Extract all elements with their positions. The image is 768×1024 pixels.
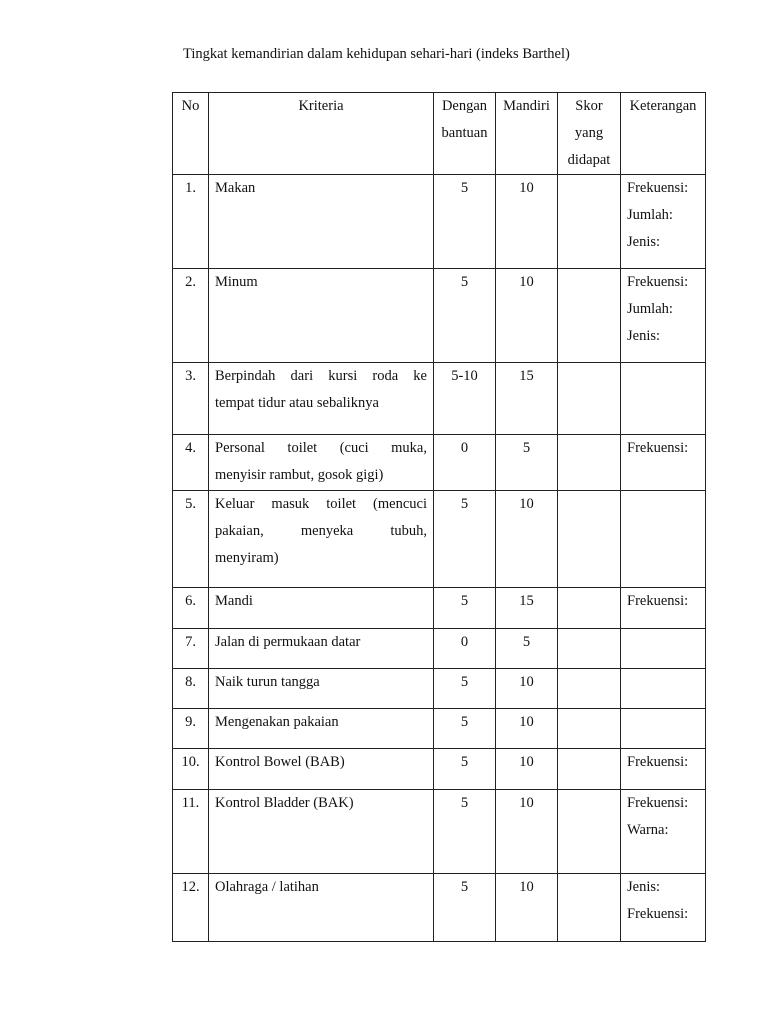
cell-dengan-bantuan: 0: [434, 629, 496, 669]
cell-mandiri: 15: [496, 363, 558, 435]
document-title: Tingkat kemandirian dalam kehidupan sehari-hari (indeks Barthel): [183, 46, 570, 62]
cell-keterangan: Frekuensi: Jumlah: Jenis:: [621, 269, 706, 363]
cell-mandiri: 10: [496, 709, 558, 749]
cell-kriteria: Kontrol Bowel (BAB): [209, 749, 434, 790]
cell-dengan-bantuan: 5: [434, 175, 496, 269]
cell-mandiri: 5: [496, 629, 558, 669]
cell-no: 3.: [173, 363, 209, 435]
cell-dengan-bantuan: 5: [434, 491, 496, 588]
cell-dengan-bantuan: 5-10: [434, 363, 496, 435]
cell-kriteria: Berpindah dari kursi roda ke tempat tidur atau sebaliknya: [209, 363, 434, 435]
cell-kriteria: Minum: [209, 269, 434, 363]
cell-no: 5.: [173, 491, 209, 588]
cell-no: 6.: [173, 588, 209, 629]
cell-mandiri: 10: [496, 749, 558, 790]
cell-skor: [558, 588, 621, 629]
header-mandiri: Mandiri: [496, 93, 558, 175]
cell-no: 8.: [173, 669, 209, 709]
cell-skor: [558, 435, 621, 491]
cell-mandiri: 10: [496, 790, 558, 874]
cell-mandiri: 10: [496, 269, 558, 363]
cell-keterangan: Frekuensi:: [621, 749, 706, 790]
table-row: [173, 435, 706, 491]
cell-no: 9.: [173, 709, 209, 749]
cell-dengan-bantuan: 5: [434, 588, 496, 629]
cell-keterangan: Jenis: Frekuensi:: [621, 874, 706, 942]
cell-kriteria: Makan: [209, 175, 434, 269]
header-dengan-bantuan: Dengan bantuan: [434, 93, 496, 175]
table-row: [173, 709, 706, 749]
cell-no: 4.: [173, 435, 209, 491]
cell-mandiri: 5: [496, 435, 558, 491]
cell-dengan-bantuan: 5: [434, 669, 496, 709]
cell-keterangan: [621, 629, 706, 669]
table-row: [173, 749, 706, 790]
cell-kriteria: Olahraga / latihan: [209, 874, 434, 942]
cell-dengan-bantuan: 5: [434, 874, 496, 942]
table-row: [173, 588, 706, 629]
cell-keterangan: Frekuensi: Jumlah: Jenis:: [621, 175, 706, 269]
cell-skor: [558, 363, 621, 435]
header-skor: Skor yang didapat: [558, 93, 621, 175]
table-row: [173, 629, 706, 669]
cell-mandiri: 10: [496, 874, 558, 942]
cell-skor: [558, 175, 621, 269]
table-row: [173, 363, 706, 435]
cell-dengan-bantuan: 0: [434, 435, 496, 491]
cell-kriteria: Mandi: [209, 588, 434, 629]
cell-keterangan: Frekuensi:: [621, 588, 706, 629]
cell-no: 7.: [173, 629, 209, 669]
cell-dengan-bantuan: 5: [434, 709, 496, 749]
cell-no: 10.: [173, 749, 209, 790]
cell-keterangan: [621, 709, 706, 749]
cell-no: 12.: [173, 874, 209, 942]
barthel-index-table: [172, 92, 706, 942]
cell-kriteria: Kontrol Bladder (BAK): [209, 790, 434, 874]
cell-dengan-bantuan: 5: [434, 269, 496, 363]
cell-skor: [558, 669, 621, 709]
table-header-row: [173, 93, 706, 175]
cell-no: 2.: [173, 269, 209, 363]
cell-keterangan: Frekuensi:: [621, 435, 706, 491]
cell-kriteria: Mengenakan pakaian: [209, 709, 434, 749]
cell-mandiri: 15: [496, 588, 558, 629]
cell-keterangan: Frekuensi: Warna:: [621, 790, 706, 874]
cell-skor: [558, 491, 621, 588]
table-row: [173, 175, 706, 269]
cell-dengan-bantuan: 5: [434, 749, 496, 790]
cell-skor: [558, 269, 621, 363]
cell-skor: [558, 709, 621, 749]
table-row: [173, 269, 706, 363]
cell-keterangan: [621, 363, 706, 435]
cell-skor: [558, 874, 621, 942]
cell-no: 1.: [173, 175, 209, 269]
cell-skor: [558, 749, 621, 790]
cell-no: 11.: [173, 790, 209, 874]
cell-keterangan: [621, 669, 706, 709]
table-row: [173, 874, 706, 942]
cell-mandiri: 10: [496, 669, 558, 709]
cell-kriteria: Jalan di permukaan datar: [209, 629, 434, 669]
header-kriteria: Kriteria: [209, 93, 434, 175]
table-row: [173, 669, 706, 709]
cell-kriteria: Naik turun tangga: [209, 669, 434, 709]
cell-skor: [558, 790, 621, 874]
table-row: [173, 491, 706, 588]
cell-mandiri: 10: [496, 491, 558, 588]
cell-keterangan: [621, 491, 706, 588]
cell-dengan-bantuan: 5: [434, 790, 496, 874]
table-row: [173, 790, 706, 874]
header-no: No: [173, 93, 209, 175]
cell-kriteria: Keluar masuk toilet (mencuci pakaian, menyeka tubuh, menyiram): [209, 491, 434, 588]
header-keterangan: Keterangan: [621, 93, 706, 175]
cell-skor: [558, 629, 621, 669]
cell-mandiri: 10: [496, 175, 558, 269]
cell-kriteria: Personal toilet (cuci muka, menyisir rambut, gosok gigi): [209, 435, 434, 491]
